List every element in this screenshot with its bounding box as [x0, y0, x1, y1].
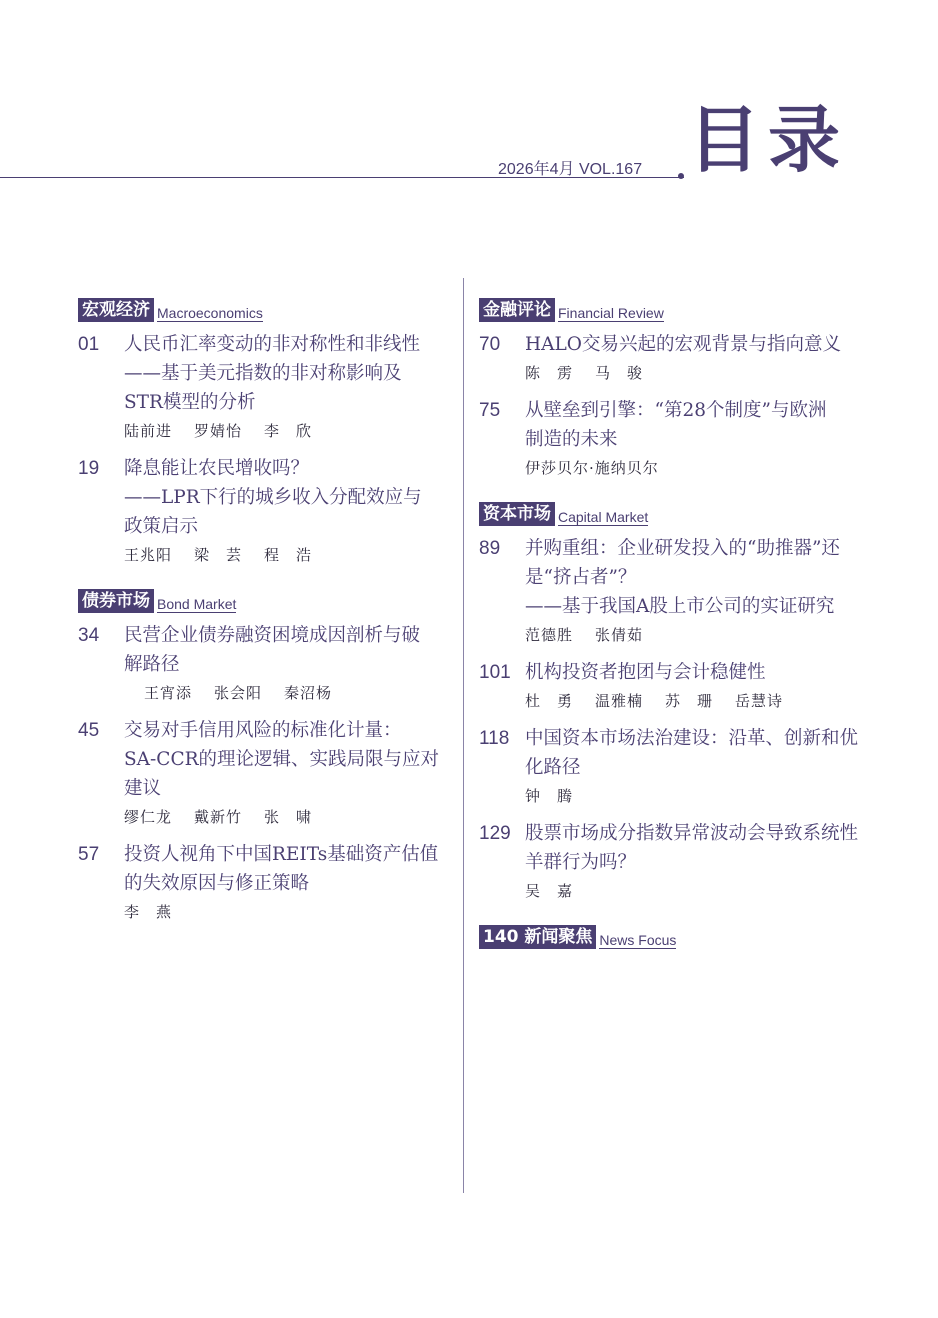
author-name: 苏 珊 [665, 692, 714, 710]
article-title-line: 交易对手信用风险的标准化计量： [124, 720, 402, 741]
article-title-line: 是“挤占者”？ [525, 567, 637, 588]
toc-entry[interactable] [78, 330, 458, 445]
author-name: 岳慧诗 [735, 692, 784, 710]
author-name: 吴 嘉 [525, 882, 574, 900]
author-name: 马 骏 [595, 364, 644, 382]
toc-entry[interactable] [479, 724, 889, 810]
article-title-line: ——基于美元指数的非对称影响及 [124, 363, 402, 384]
entry-body [124, 621, 458, 707]
page-number: 70 [479, 334, 501, 355]
page-number: 129 [479, 823, 511, 844]
article-title-line: 投资人视角下中国REITs基础资产估值 [124, 844, 439, 865]
header-dot [678, 173, 684, 179]
article-title-line: ——基于我国A股上市公司的实证研究 [525, 596, 835, 617]
toc-entry[interactable] [78, 621, 458, 707]
author-list [124, 898, 458, 926]
article-title-line: 股票市场成分指数异常波动会导致系统性 [525, 823, 859, 844]
entry-body [525, 330, 889, 387]
author-name: 张 啸 [264, 808, 313, 826]
author-name: 缪仁龙 [124, 808, 173, 826]
article-title-line: ——LPR下行的城乡收入分配效应与 [124, 487, 422, 508]
article-title-line: HALO交易兴起的宏观背景与指向意义 [525, 334, 841, 355]
toc-entry[interactable] [479, 819, 889, 905]
author-list [124, 541, 458, 569]
author-name: 王宵添 [144, 684, 193, 702]
author-list [124, 417, 458, 445]
toc-section [479, 296, 889, 482]
author-name: 李 欣 [264, 422, 313, 440]
entry-body [525, 724, 889, 810]
author-list [525, 782, 889, 810]
article-title-line: 建议 [124, 778, 162, 799]
section-english-name: Macroeconomics [157, 305, 263, 321]
entry-body [525, 819, 889, 905]
toc-entry[interactable] [78, 716, 458, 831]
entry-body [525, 534, 889, 649]
issue-label: 2026年4月 VOL.167 [498, 161, 643, 178]
section-english-name: Financial Review [558, 305, 664, 321]
toc-section [479, 500, 889, 905]
toc-section [78, 296, 458, 569]
section-header [479, 296, 889, 322]
author-name: 戴新竹 [194, 808, 243, 826]
page-number: 01 [78, 334, 100, 355]
author-list [525, 454, 889, 482]
article-title-line: 民营企业债券融资困境成因剖析与破 [124, 625, 421, 646]
page-number: 118 [479, 728, 510, 749]
author-name: 程 浩 [264, 546, 313, 564]
section-english-name: News Focus [599, 932, 677, 948]
author-name: 张会阳 [214, 684, 263, 702]
article-title-line: 人民币汇率变动的非对称性和非线性 [124, 334, 421, 355]
author-list [124, 679, 458, 707]
article-title-line: 政策启示 [124, 516, 199, 537]
right-column [479, 296, 889, 967]
author-name: 陆前进 [124, 422, 173, 440]
page-number: 89 [479, 538, 501, 559]
page-title: 目录 [688, 97, 849, 182]
toc-section [78, 587, 458, 926]
article-title-line: 机构投资者抱团与会计稳健性 [525, 662, 766, 683]
entry-body [124, 716, 458, 831]
entry-body [124, 840, 458, 926]
toc-entry[interactable] [479, 658, 889, 715]
section-header [78, 587, 458, 613]
author-list [124, 803, 458, 831]
toc-section [479, 923, 889, 949]
author-list [525, 621, 889, 649]
page-number: 19 [78, 458, 100, 479]
article-title-line: 降息能让农民增收吗？ [124, 458, 310, 479]
entry-body [525, 658, 889, 715]
article-title-line: 并购重组：企业研发投入的“助推器”还 [525, 538, 840, 559]
toc-entry[interactable] [479, 330, 889, 387]
section-tag: 金融评论 [479, 298, 555, 322]
section-tag: 140 新闻聚焦 [479, 925, 596, 949]
author-list [525, 877, 889, 905]
section-header [479, 500, 889, 526]
toc-entry[interactable] [479, 396, 889, 482]
author-name: 秦沼杨 [284, 684, 333, 702]
section-english-name: Capital Market [558, 509, 649, 525]
author-name: 钟 腾 [525, 787, 574, 805]
section-header [479, 923, 889, 949]
article-title-line: 制造的未来 [525, 429, 618, 450]
article-title-line: 中国资本市场法治建设：沿革、创新和优 [525, 728, 859, 749]
toc-entry[interactable] [78, 840, 458, 926]
author-name: 李 燕 [124, 903, 173, 921]
author-name: 温雅楠 [595, 692, 644, 710]
author-name: 张倩茹 [595, 626, 644, 644]
author-name: 罗婧怡 [194, 422, 243, 440]
author-name: 范德胜 [525, 626, 574, 644]
left-column [78, 296, 458, 944]
page-number: 34 [78, 625, 100, 646]
entry-body [124, 454, 458, 569]
article-title-line: 羊群行为吗？ [525, 852, 637, 873]
page-number: 45 [78, 720, 100, 741]
author-name: 杜 勇 [525, 692, 574, 710]
article-title-line: 化路径 [525, 757, 581, 778]
author-list [525, 359, 889, 387]
toc-entry[interactable] [78, 454, 458, 569]
author-list [525, 687, 889, 715]
section-english-name: Bond Market [157, 596, 237, 612]
section-tag: 债券市场 [78, 589, 154, 613]
author-name: 王兆阳 [124, 546, 173, 564]
author-name: 陈 雳 [525, 364, 574, 382]
page-number: 57 [78, 844, 100, 865]
article-title-line: STR模型的分析 [124, 392, 256, 413]
section-header [78, 296, 458, 322]
author-name: 梁 芸 [194, 546, 243, 564]
toc-entry[interactable] [479, 534, 889, 649]
column-divider [463, 278, 464, 1193]
article-title-line: 的失效原因与修正策略 [124, 873, 310, 894]
article-title-line: SA-CCR的理论逻辑、实践局限与应对 [124, 749, 440, 770]
entry-body [124, 330, 458, 445]
entry-body [525, 396, 889, 482]
article-title-line: 从壁垒到引擎：“第28个制度”与欧洲 [525, 400, 827, 421]
article-title-line: 解路径 [124, 654, 180, 675]
page-number: 101 [479, 662, 511, 683]
author-name: 伊莎贝尔·施纳贝尔 [525, 459, 659, 477]
section-tag: 资本市场 [479, 502, 555, 526]
section-tag: 宏观经济 [78, 298, 154, 322]
page-number: 75 [479, 400, 501, 421]
